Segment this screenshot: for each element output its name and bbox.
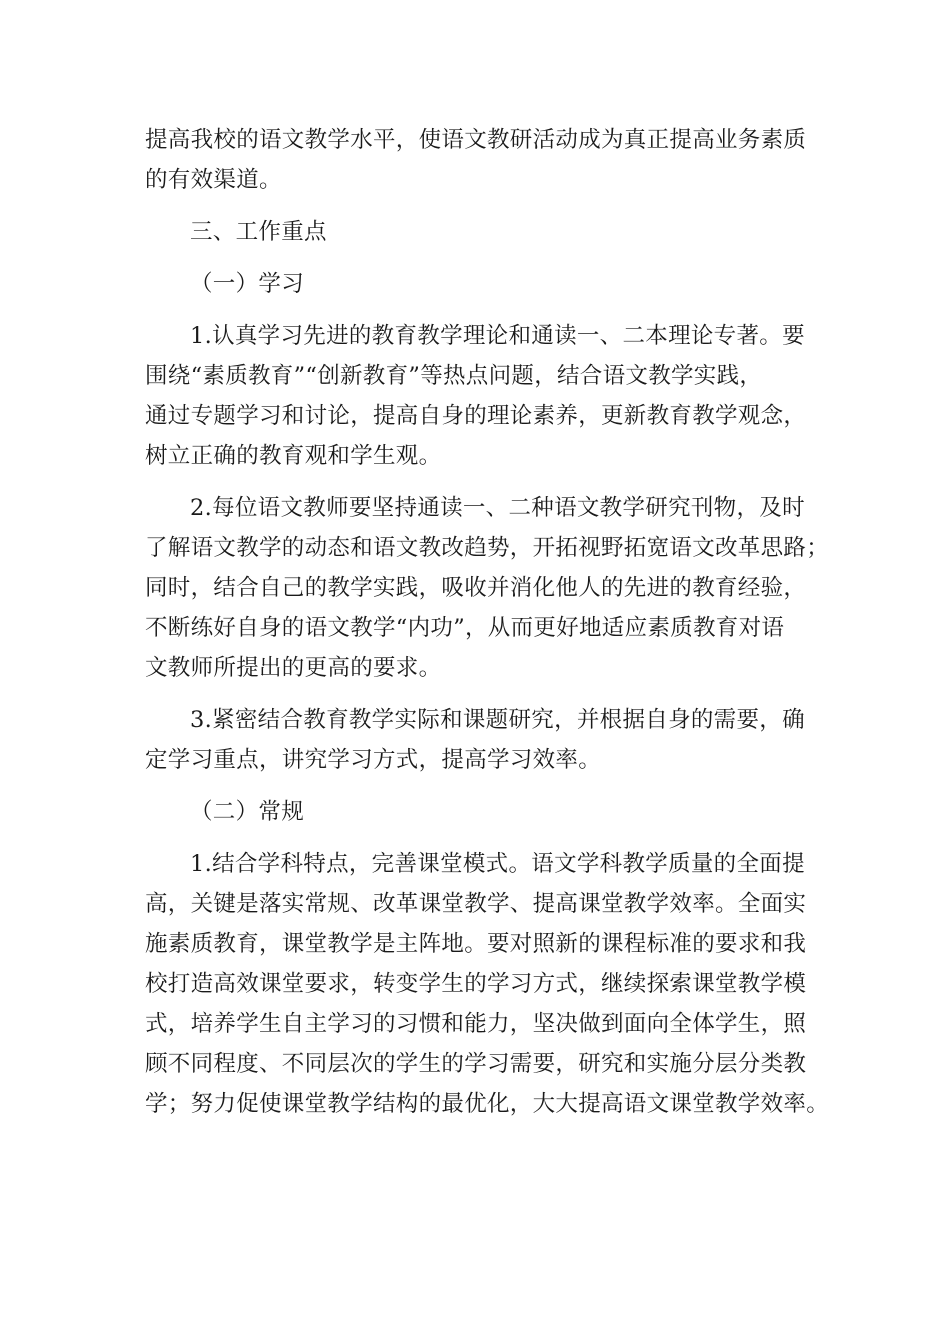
paragraph-study-2 (145, 488, 830, 688)
text-line: 3.紧密结合教育教学实际和课题研究，并根据自身的需要，确 (190, 707, 805, 733)
text-line: 顾不同程度、不同层次的学生的学习需要，研究和实施分层分类教 (145, 1051, 807, 1077)
paragraph-routine-1 (145, 844, 830, 1124)
text-line: 施素质教育，课堂教学是主阵地。要对照新的课程标准的要求和我 (145, 931, 807, 957)
text-line: 文教师所提出的更高的要求。 (145, 655, 442, 681)
text-line: 校打造高效课堂要求，转变学生的学习方式，继续探索课堂教学模 (145, 971, 807, 997)
section-heading: 三、工作重点 (190, 219, 327, 245)
text-line: 学；努力促使课堂教学结构的最优化，大大提高语文课堂教学效率。 (145, 1091, 830, 1117)
text-line: 不断练好自身的语文教学“内功”，从而更好地适应素质教育对语 (145, 615, 785, 641)
text-line: 通过专题学习和讨论，提高自身的理论素养，更新教育教学观念， (145, 403, 807, 429)
paragraph-study-3 (145, 700, 810, 780)
text-line: 定学习重点，讲究学习方式，提高学习效率。 (145, 747, 602, 773)
text-line: 同时，结合自己的教学实践，吸收并消化他人的先进的教育经验， (145, 575, 807, 601)
text-line: 的有效渠道。 (145, 167, 282, 193)
text-line: 树立正确的教育观和学生观。 (145, 443, 442, 469)
text-line: 高，关键是落实常规、改革课堂教学、提高课堂教学效率。全面实 (145, 891, 807, 917)
document-page (145, 120, 830, 1124)
text-line: 了解语文教学的动态和语文教改趋势，开拓视野拓宽语文改革思路； (145, 535, 830, 561)
paragraph-study-1 (145, 316, 810, 476)
text-line: 围绕“素质教育”“创新教育”等热点问题，结合语文教学实践， (145, 363, 763, 389)
paragraph-intro-continuation (145, 120, 810, 200)
text-line: 式，培养学生自主学习的习惯和能力，坚决做到面向全体学生，照 (145, 1011, 807, 1037)
subsection-heading-routine: （二）常规 (190, 799, 305, 825)
text-line: 提高我校的语文教学水平，使语文教研活动成为真正提高业务素质 (145, 127, 807, 153)
text-line: 1.结合学科特点，完善课堂模式。语文学科教学质量的全面提 (190, 851, 805, 877)
subsection-heading-study: （一）学习 (190, 271, 305, 297)
text-line: 1.认真学习先进的教育教学理论和通读一、二本理论专著。要 (190, 323, 805, 349)
text-line: 2.每位语文教师要坚持通读一、二种语文教学研究刊物，及时 (190, 495, 805, 521)
